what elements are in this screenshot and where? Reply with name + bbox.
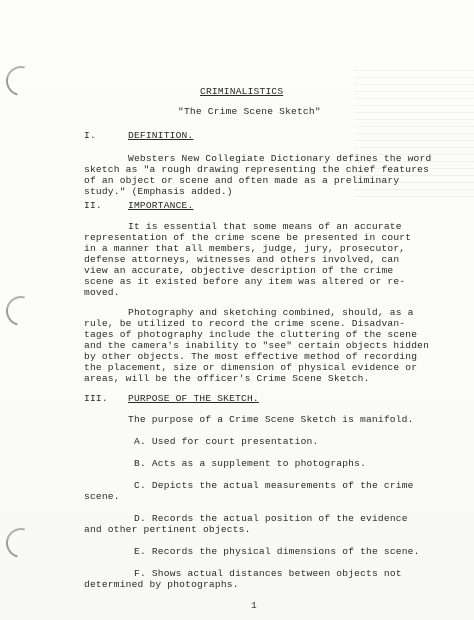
purpose-item-c-cont: scene. xyxy=(84,491,120,502)
purpose-item-d: D. Records the actual position of the evidence xyxy=(134,513,408,524)
document-title: CRIMINALISTICS xyxy=(200,86,284,97)
binder-hole-middle-icon xyxy=(1,291,42,332)
purpose-intro: The purpose of a Crime Scene Sketch is manifold. xyxy=(128,414,414,425)
purpose-item-e: E. Records the physical dimensions of the scene. xyxy=(134,546,420,557)
importance-line: view an accurate, objective description of the crime xyxy=(84,265,394,276)
definition-line: sketch as "a rough drawing representing the chief features xyxy=(84,164,430,175)
section-1-heading: DEFINITION. xyxy=(128,130,194,141)
section-2-number: II. xyxy=(84,200,102,211)
importance-line: scene as it existed before any item was altered or re- xyxy=(84,276,406,287)
photography-line: tages of photography include the cluttering of the scene xyxy=(84,329,418,340)
importance-line: defense attorneys, witnesses and others involved, can xyxy=(84,254,400,265)
photography-line: and the camera's inability to "see" certain objects hidden xyxy=(84,340,430,351)
section-3-heading: PURPOSE OF THE SKETCH. xyxy=(128,393,259,404)
purpose-item-d-cont: and other pertinent objects. xyxy=(84,524,251,535)
photography-line: Photography and sketching combined, should, as a xyxy=(128,307,414,318)
document-subtitle: "The Crime Scene Sketch" xyxy=(178,106,321,117)
importance-line: in a manner that all members, judge, jury, prosecutor, xyxy=(84,243,406,254)
definition-line: study." (Emphasis added.) xyxy=(84,186,233,197)
purpose-item-f-cont: determined by photographs. xyxy=(84,579,239,590)
importance-line: It is essential that some means of an accurate xyxy=(128,221,402,232)
binder-hole-bottom-icon xyxy=(1,523,42,564)
photography-line: the placement, size or dimension of physical evidence or xyxy=(84,362,418,373)
section-2-heading: IMPORTANCE. xyxy=(128,200,194,211)
definition-line: of an object or scene and often made as a preliminary xyxy=(84,175,400,186)
section-1-number: I. xyxy=(84,130,96,141)
purpose-item-a: A. Used for court presentation. xyxy=(134,436,319,447)
binder-hole-top-icon xyxy=(1,61,42,102)
purpose-item-f: F. Shows actual distances between objects not xyxy=(134,568,402,579)
photography-line: areas, will be the officer's Crime Scene Sketch. xyxy=(84,373,370,384)
purpose-item-c: C. Depicts the actual measurements of the crime xyxy=(134,480,414,491)
importance-line: representation of the crime scene be presented in court xyxy=(84,232,412,243)
importance-line: moved. xyxy=(84,287,120,298)
definition-line: Websters New Collegiate Dictionary defines the word xyxy=(128,153,432,164)
section-3-number: III. xyxy=(84,393,108,404)
photography-line: by other objects. The most effective method of recording xyxy=(84,351,418,362)
page-number: 1 xyxy=(251,600,257,611)
purpose-item-b: B. Acts as a supplement to photographs. xyxy=(134,458,367,469)
photography-line: rule, be utilized to record the crime scene. Disadvan- xyxy=(84,318,406,329)
